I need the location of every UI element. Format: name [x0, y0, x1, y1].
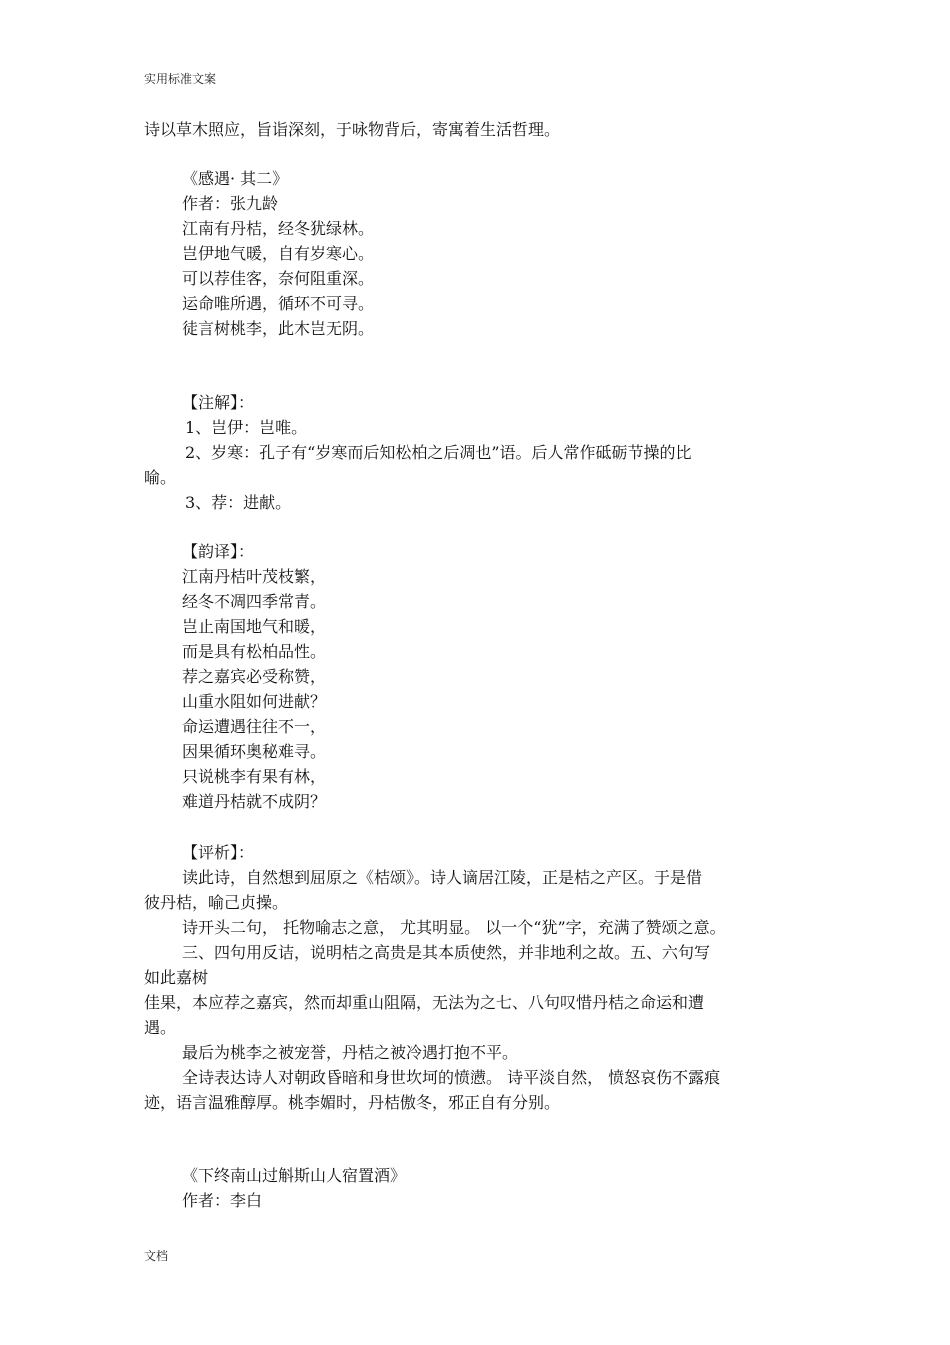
- translation-heading: 【韵译】：: [182, 542, 255, 561]
- translation-line: 荐之嘉宾必受称赞，: [182, 667, 327, 686]
- analysis-line: 诗开头二句， 托物喻志之意， 尤其明显。 以一个“犹”字，充满了赞颂之意。: [182, 918, 726, 937]
- analysis-line: 彼丹桔，喻己贞操。: [144, 893, 289, 912]
- intro-paragraph: 诗以草木照应，旨诣深刻，于咏物背后，寄寓着生活哲理。: [144, 120, 561, 139]
- page-header: 实用标准文案: [144, 72, 217, 86]
- analysis-line: 佳果，本应荐之嘉宾，然而却重山阻隔，无法为之七、八句叹惜丹桔之命运和遭: [144, 993, 705, 1012]
- analysis-line: 全诗表达诗人对朝政昏暗和身世坎坷的愤懑。 诗平淡自然， 愤怒哀伤不露痕: [182, 1068, 721, 1087]
- translation-line: 而是具有松柏品性。: [182, 642, 327, 661]
- poem-author: 作者：张九龄: [182, 194, 279, 213]
- poem-line: 运命唯所遇，循环不可寻。: [182, 294, 375, 313]
- translation-line: 山重水阻如何进献？: [182, 692, 327, 711]
- translation-line: 因果循环奥秘难寻。: [182, 742, 327, 761]
- analysis-line: 迹，语言温雅醇厚。桃李媚时，丹桔傲冬，邪正自有分别。: [144, 1093, 561, 1112]
- poem-line: 江南有丹桔，经冬犹绿林。: [182, 219, 375, 238]
- analysis-heading: 【评析】：: [182, 843, 255, 862]
- translation-line: 江南丹桔叶茂枝繁，: [182, 567, 327, 586]
- analysis-line: 三、四句用反诘，说明桔之高贵是其本质使然，并非地利之故。五、六句写: [182, 943, 711, 962]
- translation-line: 岂止南国地气和暖，: [182, 617, 327, 636]
- note-item-continuation: 喻。: [144, 468, 177, 487]
- analysis-line: 遇。: [144, 1018, 177, 1037]
- notes-heading: 【注解】：: [182, 393, 255, 412]
- poem-line: 徒言树桃李，此木岂无阴。: [182, 319, 375, 338]
- analysis-line: 读此诗，自然想到屈原之《桔颂》。诗人谪居江陵，正是桔之产区。于是借: [182, 868, 703, 887]
- analysis-line: 最后为桃李之被宠誉，丹桔之被冷遇打抱不平。: [182, 1043, 519, 1062]
- note-item: 3、荐：进献。: [185, 493, 292, 512]
- poem-title: 《下终南山过斛斯山人宿置酒》: [182, 1166, 407, 1185]
- note-item: 2、岁寒：孔子有“岁寒而后知松柏之后凋也”语。后人常作砥砺节操的比: [185, 443, 692, 462]
- translation-line: 只说桃李有果有林，: [182, 767, 327, 786]
- translation-line: 命运遭遇往往不一，: [182, 717, 327, 736]
- poem-author: 作者：李白: [182, 1191, 263, 1210]
- translation-line: 经冬不凋四季常青。: [182, 592, 327, 611]
- poem-line: 可以荐佳客，奈何阻重深。: [182, 269, 375, 288]
- poem-line: 岂伊地气暖，自有岁寒心。: [182, 244, 375, 263]
- note-item: 1、岂伊：岂唯。: [185, 418, 308, 437]
- analysis-line: 如此嘉树: [144, 968, 209, 987]
- page-footer: 文档: [144, 1249, 169, 1263]
- poem-title: 《感遇· 其二》: [182, 169, 289, 188]
- translation-line: 难道丹桔就不成阴？: [182, 792, 327, 811]
